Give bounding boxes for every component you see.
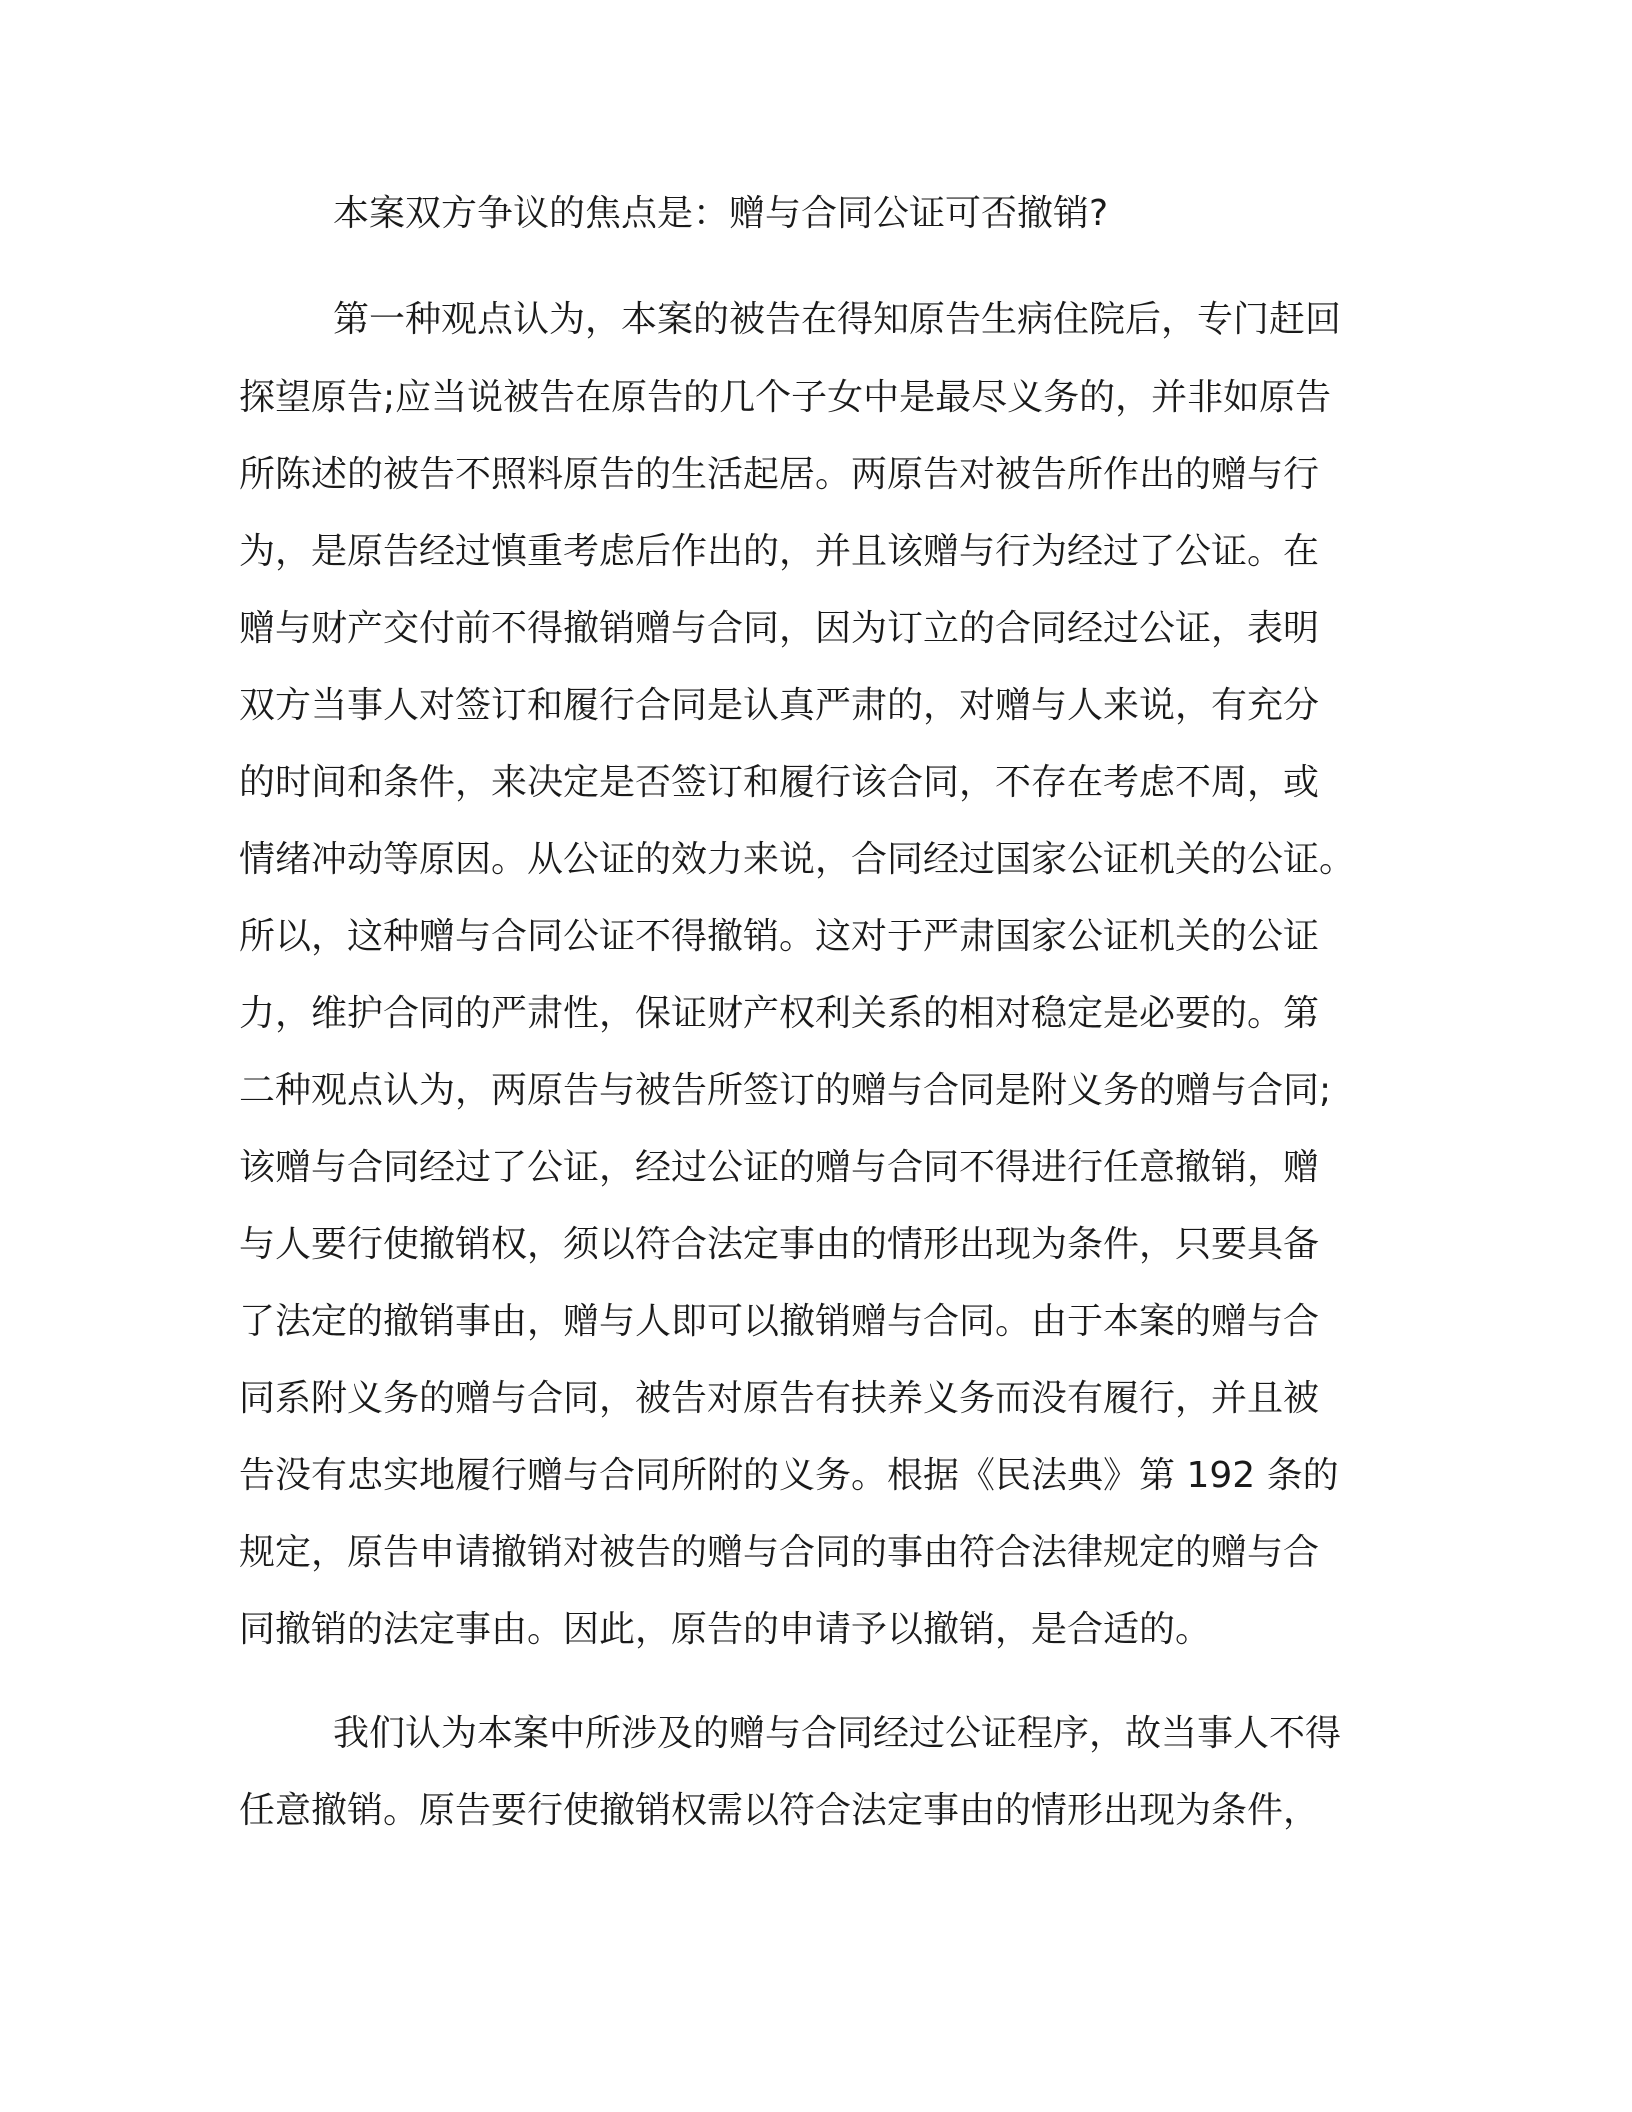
text-line-12: 二种观点认为，两原告与被告所签订的赠与合同是附义务的赠与合同;	[239, 1070, 1332, 1111]
text-line-20: 我们认为本案中所涉及的赠与合同经过公证程序，故当事人不得	[333, 1713, 1342, 1754]
text-line-4: 所陈述的被告不照料原告的生活起居。两原告对被告所作出的赠与行	[239, 454, 1320, 495]
text-line-14: 与人要行使撤销权，须以符合法定事由的情形出现为条件，只要具备	[239, 1224, 1320, 1265]
text-line-5: 为，是原告经过慎重考虑后作出的，并且该赠与行为经过了公证。在	[239, 531, 1320, 572]
text-line-13: 该赠与合同经过了公证，经过公证的赠与合同不得进行任意撤销，赠	[239, 1147, 1320, 1188]
text-line-8: 的时间和条件，来决定是否签订和履行该合同，不存在考虑不周，或	[239, 762, 1320, 803]
text-line-21: 任意撤销。原告要行使撤销权需以符合法定事由的情形出现为条件，	[239, 1790, 1320, 1831]
text-line-11: 力，维护合同的严肃性，保证财产权利关系的相对稳定是必要的。第	[239, 993, 1320, 1034]
text-line-1: 本案双方争议的焦点是：赠与合同公证可否撤销?	[333, 193, 1109, 234]
text-line-18: 规定，原告申请撤销对被告的赠与合同的事由符合法律规定的赠与合	[239, 1532, 1320, 1573]
text-line-6: 赠与财产交付前不得撤销赠与合同，因为订立的合同经过公证，表明	[239, 608, 1320, 649]
text-line-19: 同撤销的法定事由。因此，原告的申请予以撤销，是合适的。	[239, 1609, 1212, 1650]
text-line-2: 第一种观点认为，本案的被告在得知原告生病住院后，专门赶回	[333, 299, 1342, 340]
text-line-3: 探望原告;应当说被告在原告的几个子女中是最尽义务的，并非如原告	[239, 377, 1332, 418]
text-line-15: 了法定的撤销事由，赠与人即可以撤销赠与合同。由于本案的赠与合	[239, 1301, 1320, 1342]
text-line-10: 所以，这种赠与合同公证不得撤销。这对于严肃国家公证机关的公证	[239, 916, 1320, 957]
text-line-9: 情绪冲动等原因。从公证的效力来说，合同经过国家公证机关的公证。	[239, 839, 1356, 880]
text-line-16: 同系附义务的赠与合同，被告对原告有扶养义务而没有履行，并且被	[239, 1378, 1320, 1419]
text-line-17: 告没有忠实地履行赠与合同所附的义务。根据《民法典》第 192 条的	[239, 1455, 1339, 1496]
text-line-7: 双方当事人对签订和履行合同是认真严肃的，对赠与人来说，有充分	[239, 685, 1320, 726]
